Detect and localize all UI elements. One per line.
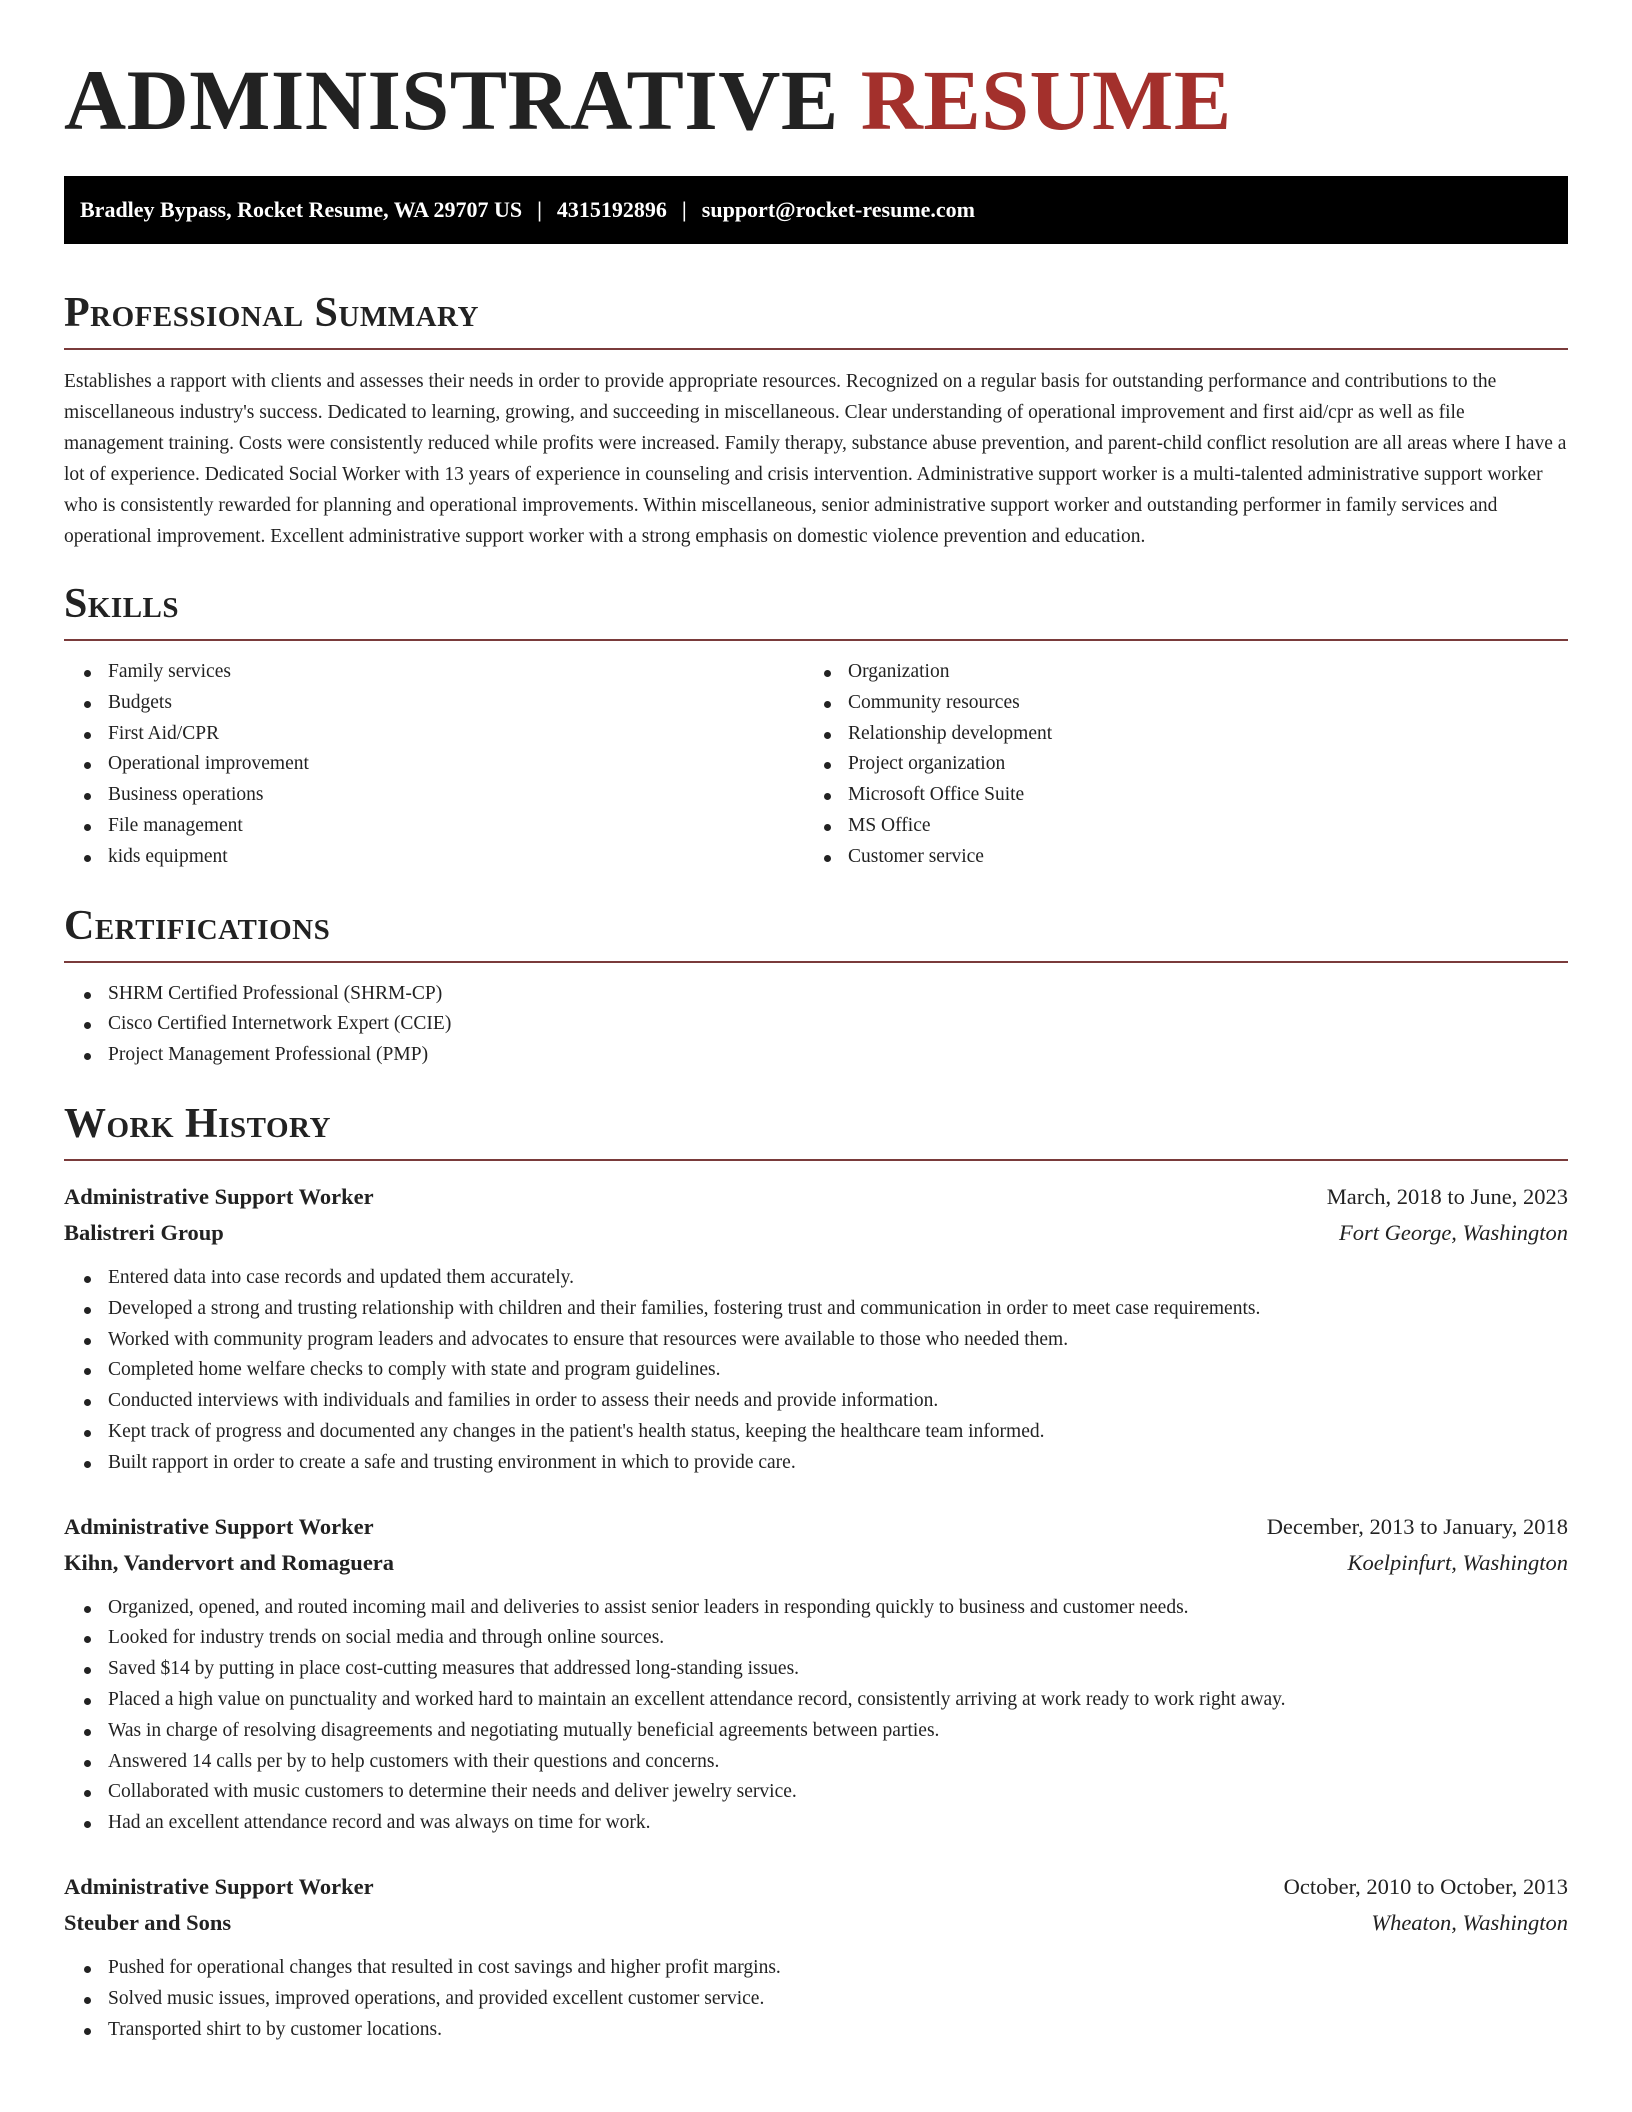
skills-heading: Skills bbox=[64, 581, 180, 627]
job-company: Balistreri Group bbox=[64, 1219, 224, 1245]
skill-item: Operational improvement bbox=[64, 749, 804, 780]
contact-separator: | bbox=[681, 197, 687, 222]
job-bullet: Organized, opened, and routed incoming mail and deliveries to assist senior leaders in responding quickly to business and customer needs. bbox=[64, 1593, 1568, 1624]
certification-item: Cisco Certified Internetwork Expert (CCIE) bbox=[64, 1009, 1568, 1040]
job-dates: December, 2013 to January, 2018 bbox=[1266, 1513, 1568, 1539]
certification-item: SHRM Certified Professional (SHRM-CP) bbox=[64, 979, 1568, 1010]
skill-item: MS Office bbox=[804, 811, 1544, 842]
skill-item: Community resources bbox=[804, 688, 1544, 719]
job-bullet: Transported shirt to by customer locations. bbox=[64, 2015, 1568, 2046]
job-header bbox=[64, 1869, 1568, 1905]
skill-item: Project organization bbox=[804, 749, 1544, 780]
job-bullet: Built rapport in order to create a safe and trusting environment in which to provide care. bbox=[64, 1448, 1568, 1479]
job-subheader bbox=[64, 1905, 1568, 1941]
summary-heading: Professional Summary bbox=[64, 290, 479, 336]
job-bullet: Had an excellent attendance record and was always on time for work. bbox=[64, 1808, 1568, 1839]
skill-item: Budgets bbox=[64, 688, 804, 719]
resume-title bbox=[64, 0, 1568, 148]
job-bullet: Entered data into case records and updated them accurately. bbox=[64, 1263, 1568, 1294]
skill-item: kids equipment bbox=[64, 842, 804, 873]
job-bullet: Answered 14 calls per by to help customers with their questions and concerns. bbox=[64, 1747, 1568, 1778]
job-location: Koelpinfurt, Washington bbox=[1347, 1549, 1568, 1575]
job-bullet: Looked for industry trends on social media and through online sources. bbox=[64, 1623, 1568, 1654]
job-header bbox=[64, 1179, 1568, 1215]
job-bullet: Collaborated with music customers to determine their needs and deliver jewelry service. bbox=[64, 1777, 1568, 1808]
title-main: ADMINISTRATIVE bbox=[64, 52, 839, 148]
job-company: Kihn, Vandervort and Romaguera bbox=[64, 1549, 395, 1575]
job-bullet: Completed home welfare checks to comply with state and program guidelines. bbox=[64, 1355, 1568, 1386]
contact-bar bbox=[64, 176, 1568, 244]
job-bullet: Was in charge of resolving disagreements and negotiating mutually beneficial agreements between parties. bbox=[64, 1716, 1568, 1747]
job-bullet: Worked with community program leaders and advocates to ensure that resources were available to those who needed them. bbox=[64, 1325, 1568, 1356]
skills-list-right bbox=[804, 657, 1544, 873]
job-dates: March, 2018 to June, 2023 bbox=[1326, 1183, 1568, 1209]
job-entry bbox=[64, 1161, 1568, 1479]
skills-columns bbox=[64, 641, 1568, 873]
skills-list-left bbox=[64, 657, 804, 873]
title-accent: RESUME bbox=[860, 52, 1232, 148]
skill-item: Customer service bbox=[804, 842, 1544, 873]
job-title: Administrative Support Worker bbox=[64, 1873, 374, 1899]
skill-item: Microsoft Office Suite bbox=[804, 780, 1544, 811]
job-location: Fort George, Washington bbox=[1339, 1219, 1568, 1245]
contact-phone: 4315192896 bbox=[556, 197, 667, 222]
job-entry bbox=[64, 1839, 1568, 2045]
skill-item: Family services bbox=[64, 657, 804, 688]
job-bullet: Placed a high value on punctuality and worked hard to maintain an excellent attendance record, consistently arriving at work ready to work right away. bbox=[64, 1685, 1568, 1716]
summary-section bbox=[64, 244, 1568, 552]
summary-text: Establishes a rapport with clients and assesses their needs in order to provide appropriate resources. Recognized on a regular basis for outstanding performance and contributions to the miscellaneous industry's success. Dedicated to learning, growing, and succeeding in miscellaneous. Clear understanding of operational improvement and first aid/cpr as well as file management training. Costs were consistently reduced while profits were increased. Family therapy, substance abuse prevention, and parent-child conflict resolution are all areas where I have a lot of experience. Dedicated Social Worker with 13 years of experience in counseling and crisis intervention. Administrative support worker is a multi-talented administrative support worker who is consistently rewarded for planning and operational improvements. Within miscellaneous, senior administrative support worker and outstanding performer in family services and operational improvement. Excellent administrative support worker with a strong emphasis on domestic violence prevention and education. bbox=[64, 371, 1567, 547]
job-bullets bbox=[64, 1581, 1568, 1839]
skill-item: First Aid/CPR bbox=[64, 719, 804, 750]
job-bullet: Kept track of progress and documented any changes in the patient's health status, keeping the healthcare team informed. bbox=[64, 1417, 1568, 1448]
job-bullet: Conducted interviews with individuals and families in order to assess their needs and provide information. bbox=[64, 1386, 1568, 1417]
job-subheader bbox=[64, 1215, 1568, 1251]
job-bullets bbox=[64, 1251, 1568, 1479]
skill-item: Business operations bbox=[64, 780, 804, 811]
job-title: Administrative Support Worker bbox=[64, 1183, 374, 1209]
job-title: Administrative Support Worker bbox=[64, 1513, 374, 1539]
certifications-heading: Certifications bbox=[64, 902, 331, 949]
job-header bbox=[64, 1509, 1568, 1545]
job-dates: October, 2010 to October, 2013 bbox=[1283, 1873, 1568, 1899]
skill-item: Relationship development bbox=[804, 719, 1544, 750]
skill-item: Organization bbox=[804, 657, 1544, 688]
job-company: Steuber and Sons bbox=[64, 1909, 232, 1935]
skill-item: File management bbox=[64, 811, 804, 842]
job-bullet: Pushed for operational changes that resulted in cost savings and higher profit margins. bbox=[64, 1953, 1568, 1984]
certification-item: Project Management Professional (PMP) bbox=[64, 1040, 1568, 1071]
job-entry bbox=[64, 1479, 1568, 1839]
job-bullets bbox=[64, 1941, 1568, 2045]
job-bullet: Developed a strong and trusting relationship with children and their families, fostering trust and communication in order to meet case requirements. bbox=[64, 1294, 1568, 1325]
work-section bbox=[64, 1071, 1568, 2045]
job-bullet: Solved music issues, improved operations, and provided excellent customer service. bbox=[64, 1984, 1568, 2015]
certifications-list bbox=[64, 963, 1568, 1071]
work-heading: Work History bbox=[64, 1100, 331, 1147]
job-subheader bbox=[64, 1545, 1568, 1581]
contact-address: Bradley Bypass, Rocket Resume, WA 29707 US bbox=[80, 197, 523, 222]
contact-separator: | bbox=[537, 197, 542, 222]
skills-section bbox=[64, 552, 1568, 873]
job-location: Wheaton, Washington bbox=[1371, 1909, 1568, 1935]
contact-email: support@rocket-resume.com bbox=[701, 197, 975, 222]
job-bullet: Saved $14 by putting in place cost-cutting measures that addressed long-standing issues. bbox=[64, 1654, 1568, 1685]
certifications-section bbox=[64, 873, 1568, 1071]
